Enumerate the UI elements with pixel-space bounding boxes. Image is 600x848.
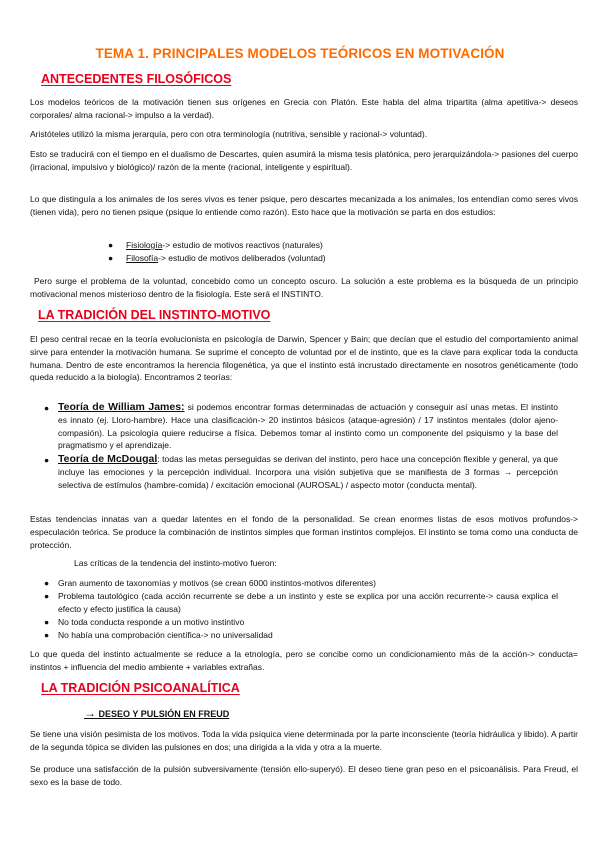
bullet-icon: ●	[44, 630, 50, 640]
list-term: Fisiología	[126, 240, 163, 250]
page-title: TEMA 1. PRINCIPALES MODELOS TEÓRICOS EN MOTIVACIÓN	[95, 46, 505, 61]
paragraph: Se tiene una visión pesimista de los motivos. Toda la vida psíquica viene determinada por la parte inconsciente (teoría hidráulica y libido). A partir de la segunda tópica se dividen las pulsiones en dos; una dirigida a la vida y otra a la muerte.	[30, 729, 578, 752]
document-page: TEMA 1. PRINCIPALES MODELOS TEÓRICOS EN MOTIVACIÓN ANTECEDENTES FILOSÓFICOS Los modelos teóricos de la motivación tienen sus orígenes en Grecia con Platón. Este habla del alma tripartita (alma apetitiva-> deseos corporales/ alma racional-> impulso a la verdad). Aristóteles utilizó la misma jerarquía, pero con otra terminología (nutritiva, sensible y racional-> voluntad). Esto se traducirá con el tiempo en el dualismo de Descartes, quien asumirá la misma tesis platónica, pero jerarquizándola-> pasiones del cuerpo (irracional, impulsivo y biológico)/ razón de la mente (racional, inteligente y espiritual). Lo que distinguía a los animales de los seres vivos es tener psique, pero descartes mecanizada a los animales, los entendían como seres vivos (tienen vida), pero no tienen psique (psique lo entiende como razón). Esto hace que la motivación se parta en dos estudios: ● Fisiología-> estudio de motivos reactivos (naturales) ● Filosofía-> estudio de motivos deliberados (voluntad) Pero surge el problema de la voluntad, concebido como un concepto oscuro. La solución a este problema es la búsqueda de un principio motivacional menos misterioso dentro de la fisiología. Este será el INSTINTO. LA TRADICIÓN DEL INSTINTO-MOTIVO El peso central recae en la teoría evolucionista en psicología de Darwin, Spencer y Bain; que decían que el estudio del comportamiento animal sirve para entender la motivación humana. Se suprime el concepto de voluntad por el de instinto, que es la clave para explicar toda la conducta humana. Dentro de este encontramos la herencia filogenética, ya que el instinto está incrustado directamente en nosotros genéticamente (todo queda reducido a la biología). Encontramos 2 teorías: ● Teoría de William James: si podemos encontrar formas determinadas de actuación y conseguir así unas metas. El instinto es innato (ej. Lloro-hambre). Hace una clasificación-> 20 instintos básicos (ataque-agresión) / 17 instintos mentales (dolor ajeno-compasión). La psicología quiere reducirse a física. Debemos tomar al instinto como un componente del psiquismo y la base del pragmatismo y el aprendizaje. ● Teoría de McDougal: todas las metas perseguidas se derivan del instinto, pero hace una concepción flexible y general, ya que incluye las emociones y la percepción individual. Incorpora una visión subjetiva que se manifiesta de 3 formas → percepción selectiva de estímulos (hambre-comida) / excitación emocional (AUROSAL) / aspecto motor (conducta mental). Estas tendencias innatas van a quedar latentes en el fondo de la personalidad. Se crean enormes listas de esos motivos profundos-> especulación teórica. Se produce la combinación de instintos simples que forman instintos complejos. El instinto se toma como una conducta de protección. Las críticas de la tendencia del instinto-motivo fueron: ● Gran aumento de taxonomías y motivos (se crean 6000 instintos-motivos diferentes) ● Problema tautológico (cada acción recurrente se debe a un instinto y este se explica por una acción recurrente-> causa explica el efecto y efecto justifica la causa) ● No toda conducta responde a un motivo instintivo ● No había una comprobación científica-> no universalidad Lo que queda del instinto actualmente se reduce a la etnología, pero se concibe como un condicionamiento más de la acción-> conducta= instintos + influencia del medio ambiente + variables extrañas. LA TRADICIÓN PSICOANALÍTICA → DESEO Y PULSIÓN EN FREUD Se tiene una visión pesimista de los motivos. Toda la vida psíquica viene determinada por la parte inconsciente (teoría hidráulica y libido). A partir de la segunda tópica se dividen las pulsiones en dos; una dirigida a la vida y otra a la muerte. Se produce una satisfacción de la pulsión subversivamente (tensión ello-superyó). El deseo tiene gran peso en el psicoanálisis. Para Freud, el sexo es la base de todo.	[0, 0, 600, 848]
bullet-icon: ●	[44, 591, 50, 601]
theory-text: si podemos encontrar formas determinadas de actuación y conseguir así unas metas. El instinto es innato (ej. Lloro-hambre). Hace una clasificación-> 20 instintos básicos (ataque-agresión) / 17 instintos mentales (dolor ajeno-compasión). La psicología quiere reducirse a física. Debemos tomar al instinto como un componente del psiquismo y la base del pragmatismo y el aprendizaje.	[58, 402, 558, 451]
section-heading-psicoanalitica: LA TRADICIÓN PSICOANALÍTICA	[41, 681, 240, 695]
bullet-icon: ●	[44, 455, 50, 465]
bullet-icon: ●	[44, 578, 50, 588]
theory-text: : todas las metas perseguidas se derivan del instinto, pero hace una concepción flexible y general, ya que incluye las emociones y la percepción individual. Incorpora una visión subjetiva que se manifiesta de 3 formas → percepción selectiva de estímulos (hambre-comida) / excitación emocional (AUROSAL) / aspecto motor (conducta mental).	[58, 454, 558, 490]
paragraph: Los modelos teóricos de la motivación tienen sus orígenes en Grecia con Platón. Este habla del alma tripartita (alma apetitiva-> deseos corporales/ alma racional-> impulso a la verdad).	[30, 97, 578, 120]
theory-name: Teoría de McDougal	[58, 453, 158, 465]
theory-name: Teoría de William James:	[58, 401, 185, 413]
paragraph: Esto se traducirá con el tiempo en el dualismo de Descartes, quien asumirá la misma tesis platónica, pero jerarquizándola-> pasiones del cuerpo (irracional, impulsivo y biológico)/ razón de la mente (racional, inteligente y espiritual).	[30, 149, 578, 172]
list-text: -> estudio de motivos reactivos (naturales)	[162, 240, 323, 250]
section-heading-antecedentes: ANTECEDENTES FILOSÓFICOS	[41, 72, 232, 86]
subheading-deseo-pulsion: → DESEO Y PULSIÓN EN FREUD	[84, 706, 230, 720]
bullet-icon: ●	[108, 253, 114, 263]
paragraph: Lo que distinguía a los animales de los seres vivos es tener psique, pero descartes mecanizada a los animales, los entendían como seres vivos (tienen vida), pero no tienen psique (psique lo entiende como razón). Esto hace que la motivación se parta en dos estudios:	[30, 194, 578, 217]
paragraph: Lo que queda del instinto actualmente se reduce a la etnología, pero se concibe como un condicionamiento más de la acción-> conducta= instintos + influencia del medio ambiente + variables extrañas.	[30, 649, 578, 672]
paragraph: Aristóteles utilizó la misma jerarquía, pero con otra terminología (nutritiva, sensible y racional-> voluntad).	[30, 129, 428, 139]
paragraph: Pero surge el problema de la voluntad, concebido como un concepto oscuro. La solución a este problema es la búsqueda de un principio motivacional menos misterioso dentro de la fisiología. Este será el INSTINTO.	[30, 276, 578, 299]
bullet-icon: ●	[44, 403, 50, 413]
paragraph: Estas tendencias innatas van a quedar latentes en el fondo de la personalidad. Se crean enormes listas de esos motivos profundos-> especulación teórica. Se produce la combinación de instintos simples que forman instintos complejos. El instinto se toma como una conducta de protección.	[30, 514, 578, 550]
paragraph: El peso central recae en la teoría evolucionista en psicología de Darwin, Spencer y Bain; que decían que el estudio del comportamiento animal sirve para entender la motivación humana. Se suprime el concepto de voluntad por el de instinto, que es la clave para explicar toda la conducta humana. Dentro de este encontramos la herencia filogenética, ya que el instinto está incrustado directamente en nosotros genéticamente (todo queda reducido a la biología). Encontramos 2 teorías:	[30, 334, 578, 383]
section-heading-instinto: LA TRADICIÓN DEL INSTINTO-MOTIVO	[38, 308, 271, 322]
paragraph: Las críticas de la tendencia del instinto-motivo fueron:	[74, 558, 277, 568]
bullet-icon: ●	[44, 617, 50, 627]
bullet-icon: ●	[108, 240, 114, 250]
list-text: -> estudio de motivos deliberados (voluntad)	[158, 253, 326, 263]
list-term: Filosofía	[126, 253, 159, 263]
right-arrow-icon: →	[84, 706, 96, 720]
paragraph: Se produce una satisfacción de la pulsión subversivamente (tensión ello-superyó). El deseo tiene gran peso en el psicoanálisis. Para Freud, el sexo es la base de todo.	[30, 764, 578, 787]
